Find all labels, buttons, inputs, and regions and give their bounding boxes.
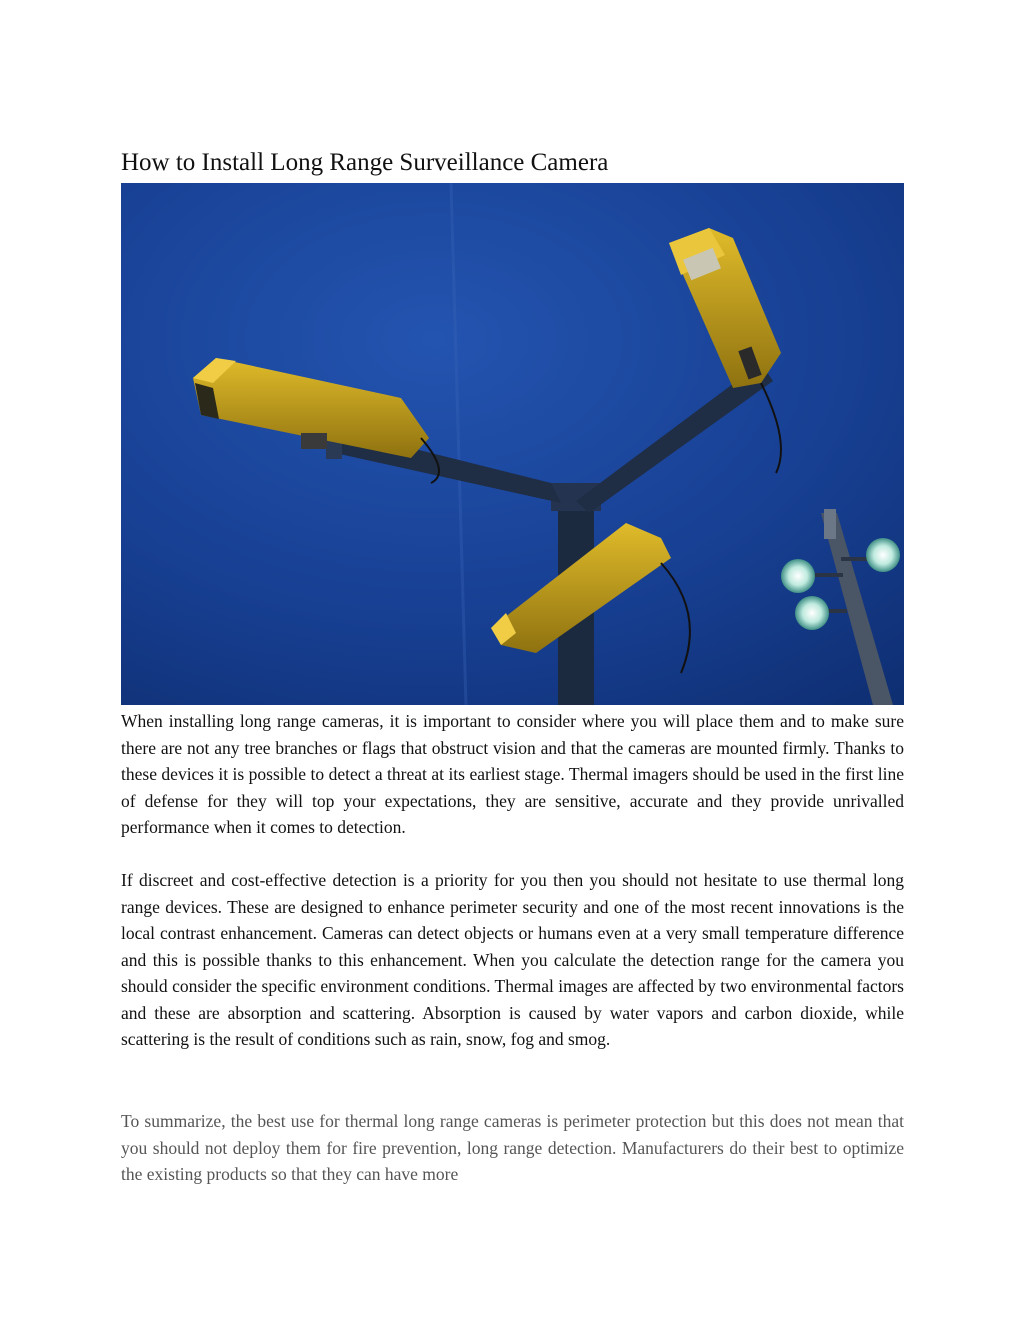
paragraph-3: To summarize, the best use for thermal long range cameras is perimeter protection but this does not mean that you should not deploy them for fire prevention, long range detection. Manufacturers do their best to optimize the existing products so that they can have more xyxy=(121,1111,904,1184)
paragraph-1: When installing long range cameras, it is important to consider where you will place them and to make sure there are not any tree branches or flags that obstruct vision and that the cameras are mounted firmly. Thanks to these devices it is possible to detect a threat at its earliest stage. Thermal imagers should be used in the first line of defense for they will top your expectations, they are sensitive, accurate and they provide unrivalled performance when it comes to detection. xyxy=(121,711,904,837)
page-title: How to Install Long Range Surveillance Camera xyxy=(121,149,609,176)
paragraph-2: If discreet and cost-effective detection is a priority for you then you should not hesitate to use thermal long range devices. These are designed to enhance perimeter security and one of the most recent innovations is the local contrast enhancement. Cameras can detect objects or humans even at a very small temperature difference and this is possible thanks to this enhancement. When you calculate the detection range for the camera you should consider the specific environment conditions. Thermal images are affected by two environmental factors and these are absorption and scattering. Absorption is caused by water vapors and carbon dioxide, while scattering is the result of conditions such as rain, snow, fog and smog. xyxy=(121,870,904,1049)
surveillance-camera-photo xyxy=(121,183,904,705)
